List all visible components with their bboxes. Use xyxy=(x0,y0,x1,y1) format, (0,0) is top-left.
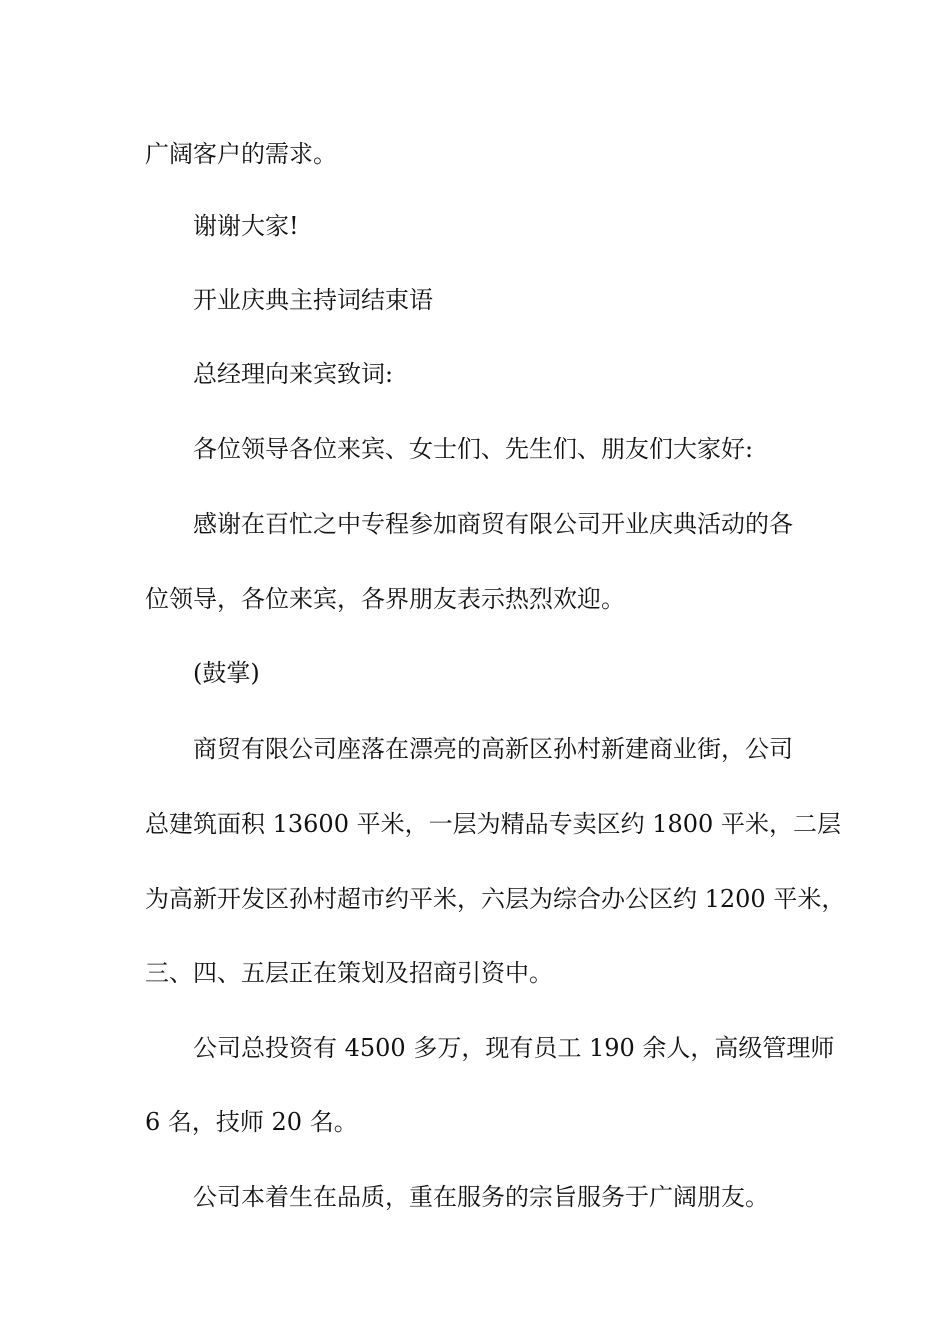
text-line-9: 商贸有限公司座落在漂亮的高新区孙村新建商业街，公司 xyxy=(193,735,793,763)
text-line-15: 公司本着生在品质，重在服务的宗旨服务于广阔朋友。 xyxy=(193,1183,769,1211)
text-line-11: 为高新开发区孙村超市约平米，六层为综合办公区约 1200 平米， xyxy=(145,885,846,913)
text-line-2: 谢谢大家! xyxy=(193,212,299,240)
text-line-4: 总经理向来宾致词: xyxy=(193,360,394,388)
text-line-10: 总建筑面积 13600 平米，一层为精品专卖区约 1800 平米，二层 xyxy=(145,810,841,838)
text-line-12: 三、四、五层正在策划及招商引资中。 xyxy=(145,959,553,987)
text-line-14: 6 名，技师 20 名。 xyxy=(145,1108,358,1136)
text-line-8: (鼓掌) xyxy=(193,659,260,687)
text-line-7: 位领导，各位来宾，各界朋友表示热烈欢迎。 xyxy=(145,585,625,613)
text-line-13: 公司总投资有 4500 多万，现有员工 190 余人，高级管理师 xyxy=(193,1034,835,1062)
text-line-6: 感谢在百忙之中专程参加商贸有限公司开业庆典活动的各 xyxy=(193,510,793,538)
text-line-1: 广阔客户的需求。 xyxy=(145,140,337,168)
text-line-3: 开业庆典主持词结束语 xyxy=(193,286,433,314)
text-line-5: 各位领导各位来宾、女士们、先生们、朋友们大家好: xyxy=(193,435,754,463)
